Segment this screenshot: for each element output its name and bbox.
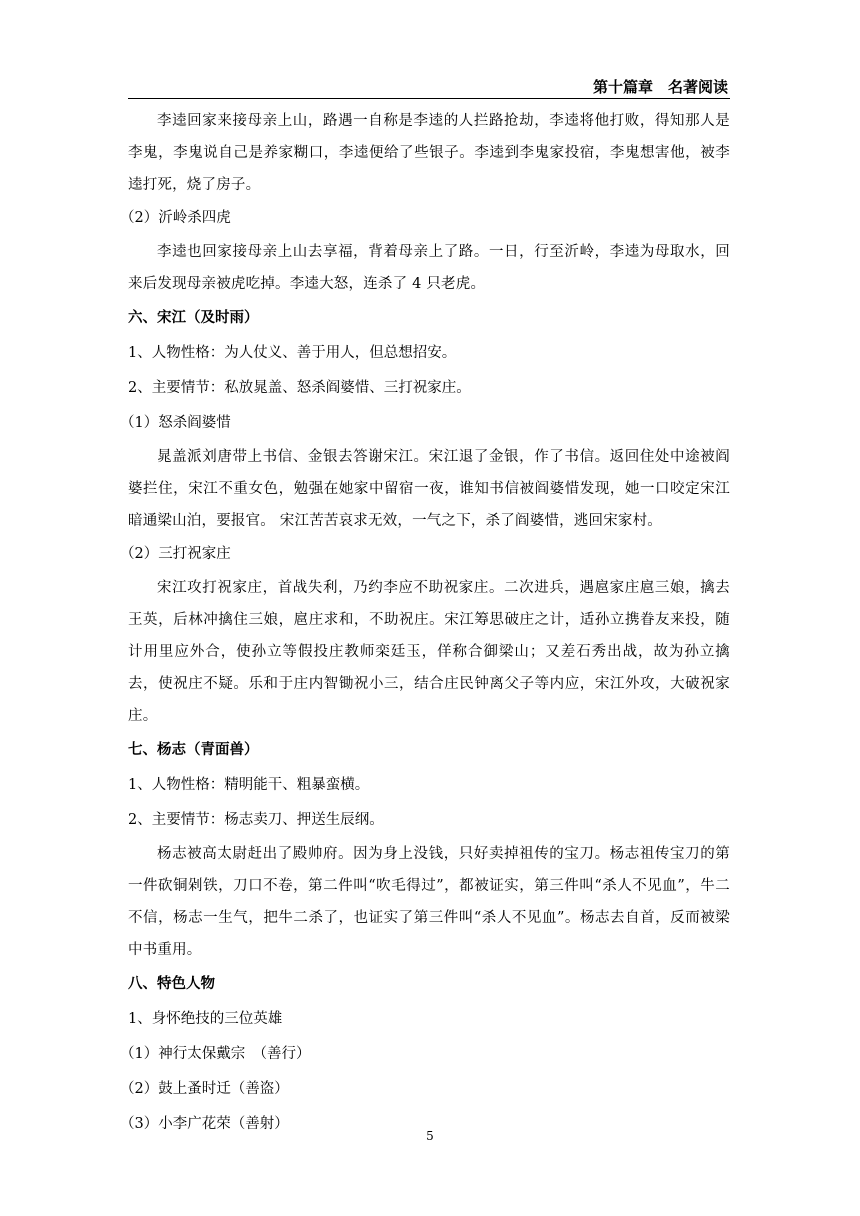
- hero-hua-rong: （3）小李广花荣（善射）: [120, 1116, 289, 1132]
- hero-dai-zong: （1）神行太保戴宗 （善行）: [120, 1046, 311, 1062]
- subsection-zhu-family-village: （2）三打祝家庄: [120, 546, 231, 562]
- section-heading-song-jiang: 六、宋江（及时雨）: [128, 310, 259, 326]
- three-skilled-heroes: 1、身怀绝技的三位英雄: [128, 1011, 283, 1027]
- yang-zhi-main-plot: 2、主要情节：杨志卖刀、押送生辰纲。: [128, 812, 384, 828]
- section-heading-yang-zhi: 七、杨志（青面兽）: [128, 742, 259, 758]
- song-jiang-personality: 1、人物性格：为人仗义、善于用人，但总想招安。: [128, 345, 457, 361]
- subsection-kill-yan-poxi: （1）怒杀阎婆惜: [120, 415, 231, 431]
- paragraph-li-kui-li-gui: 李逵回家来接母亲上山，路遇一自称是李逵的人拦路抢劫，李逵将他打败，得知那人是李鬼，李鬼说自己是养家糊口，李逵便给了些银子。李逵到李鬼家投宿，李鬼想害他，被李逵打死，烧了房子。: [128, 113, 730, 193]
- page-number: 5: [426, 1129, 434, 1143]
- header-divider: [128, 98, 730, 99]
- hero-shi-qian: （2）鼓上蚤时迁（善盗）: [120, 1081, 289, 1097]
- song-jiang-main-plot: 2、主要情节：私放晁盖、怒杀阎婆惜、三打祝家庄。: [128, 380, 471, 396]
- chapter-header: 第十篇章 名著阅读: [592, 78, 728, 96]
- main-content: [120, 105, 730, 1142]
- section-heading-special-characters: 八、特色人物: [128, 976, 215, 992]
- paragraph-kill-yan-poxi: 晁盖派刘唐带上书信、金银去答谢宋江。宋江退了金银，作了书信。返回住处中途被阎婆拦住，宋江不重女色，勉强在她家中留宿一夜，谁知书信被阎婆惜发现，她一口咬定宋江暗通梁山泊，要报官。 宋江苦苦哀求无效，一气之下，杀了阎婆惜，逃回宋家村。: [128, 449, 730, 529]
- paragraph-yiling-tigers: 李逵也回家接母亲上山去享福，背着母亲上了路。一日，行至沂岭，李逵为母取水，回来后发现母亲被虎吃掉。李逵大怒，连杀了 4 只老虎。: [128, 244, 730, 292]
- subsection-yiling-tigers: （2）沂岭杀四虎: [120, 210, 231, 226]
- yang-zhi-personality: 1、人物性格：精明能干、粗暴蛮横。: [128, 777, 370, 793]
- paragraph-zhu-family-village: 宋江攻打祝家庄，首战失利，乃约李应不助祝家庄。二次进兵，遇扈家庄扈三娘，擒去王英，后林冲擒住三娘，扈庄求和，不助祝庄。宋江筹思破庄之计，适孙立携眷友来投，随计用里应外合，使孙立等假投庄教师栾廷玉，佯称合御梁山；又差石秀出战，故为孙立擒去，使祝庄不疑。乐和于庄内智锄祝小三，结合庄民钟离父子等内应，宋江外攻，大破祝家庄。: [128, 580, 730, 724]
- paragraph-yang-zhi-sword: 杨志被高太尉赶出了殿帅府。因为身上没钱，只好卖掉祖传的宝刀。杨志祖传宝刀的第一件砍铜剁铁，刀口不卷，第二件叫“吹毛得过”，都被证实，第三件叫“杀人不见血”，牛二不信，杨志一生气，把牛二杀了，也证实了第三件叫“杀人不见血”。杨志去自首，反而被梁中书重用。: [128, 846, 730, 958]
